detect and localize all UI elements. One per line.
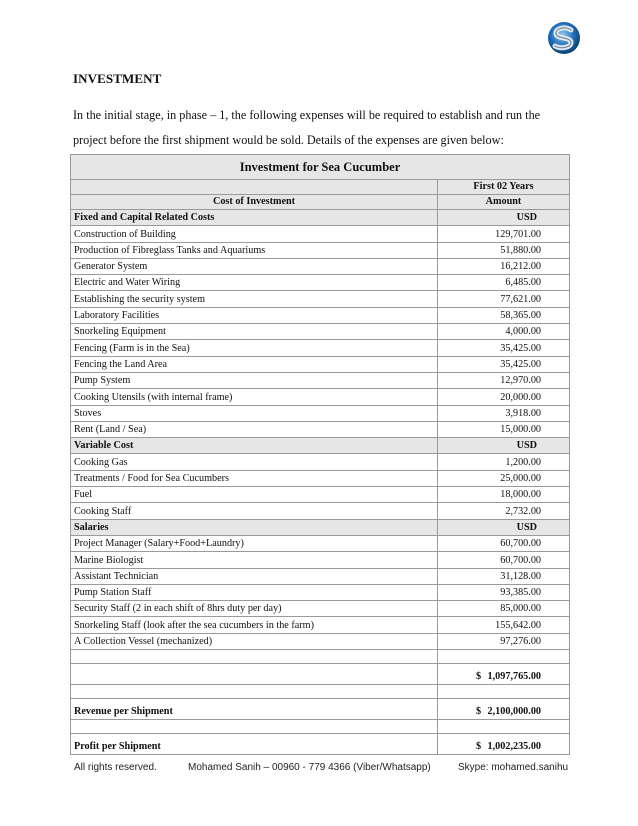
period-header: First 02 Years bbox=[438, 180, 570, 195]
item-amount: 51,880.00 bbox=[438, 242, 570, 258]
item-label: Pump Station Staff bbox=[71, 584, 438, 600]
item-amount: 1,200.00 bbox=[438, 454, 570, 470]
variable-cost-label: Variable Cost bbox=[71, 438, 438, 454]
fixed-cost-row bbox=[71, 405, 570, 421]
fixed-cost-row bbox=[71, 258, 570, 274]
profit-label: Profit per Shipment bbox=[71, 734, 438, 755]
total-amount: $ 1,097,765.00 bbox=[438, 664, 570, 685]
item-amount: 2,732.00 bbox=[438, 503, 570, 519]
revenue-amount: $ 2,100,000.00 bbox=[438, 699, 570, 720]
salaries-label: Salaries bbox=[71, 519, 438, 535]
currency-symbol: $ bbox=[476, 706, 482, 718]
variable-cost-unit: USD bbox=[438, 438, 570, 454]
item-label: Assistant Technician bbox=[71, 568, 438, 584]
item-amount: 85,000.00 bbox=[438, 601, 570, 617]
table-column-header-row bbox=[71, 195, 570, 210]
variable-cost-row bbox=[71, 470, 570, 486]
salary-row bbox=[71, 568, 570, 584]
amount-column-header: Amount bbox=[438, 195, 570, 210]
spacer-row bbox=[71, 720, 570, 734]
item-label: Pump System bbox=[71, 372, 438, 388]
fixed-costs-label: Fixed and Capital Related Costs bbox=[71, 210, 438, 226]
item-label: Marine Biologist bbox=[71, 552, 438, 568]
item-amount: 35,425.00 bbox=[438, 356, 570, 372]
item-label: Generator System bbox=[71, 258, 438, 274]
table-title: Investment for Sea Cucumber bbox=[71, 155, 570, 180]
item-label: Snorkeling Staff (look after the sea cucumbers in the farm) bbox=[71, 617, 438, 633]
salary-row bbox=[71, 584, 570, 600]
item-label: Construction of Building bbox=[71, 226, 438, 242]
fixed-cost-row bbox=[71, 291, 570, 307]
item-amount: 3,918.00 bbox=[438, 405, 570, 421]
section-heading: INVESTMENT bbox=[73, 71, 162, 86]
profit-amount: $ 1,002,235.00 bbox=[438, 734, 570, 755]
fixed-cost-row bbox=[71, 372, 570, 388]
item-amount: 31,128.00 bbox=[438, 568, 570, 584]
item-label: Stoves bbox=[71, 405, 438, 421]
item-amount: 58,365.00 bbox=[438, 307, 570, 323]
fixed-cost-row bbox=[71, 226, 570, 242]
fixed-cost-row bbox=[71, 307, 570, 323]
item-label: Project Manager (Salary+Food+Laundry) bbox=[71, 535, 438, 551]
variable-cost-section-row bbox=[71, 438, 570, 454]
footer-rights: All rights reserved. bbox=[74, 762, 157, 773]
spacer-row bbox=[71, 685, 570, 699]
item-label: Snorkeling Equipment bbox=[71, 324, 438, 340]
item-label: Fencing the Land Area bbox=[71, 356, 438, 372]
company-logo-icon bbox=[546, 20, 582, 56]
intro-paragraph: In the initial stage, in phase – 1, the following expenses will be required to establish and run the project before the first shipment would be sold. Details of the expenses are given below: bbox=[73, 108, 541, 147]
salary-row bbox=[71, 601, 570, 617]
fixed-cost-row bbox=[71, 275, 570, 291]
item-label: Production of Fibreglass Tanks and Aquariums bbox=[71, 242, 438, 258]
item-amount: 77,621.00 bbox=[438, 291, 570, 307]
item-label: Security Staff (2 in each shift of 8hrs duty per day) bbox=[71, 601, 438, 617]
item-label: Fuel bbox=[71, 487, 438, 503]
currency-symbol: $ bbox=[476, 671, 482, 683]
item-label: Rent (Land / Sea) bbox=[71, 421, 438, 437]
fixed-cost-row bbox=[71, 340, 570, 356]
profit-row bbox=[71, 734, 570, 755]
salary-row bbox=[71, 535, 570, 551]
table-title-row bbox=[71, 155, 570, 180]
item-amount: 4,000.00 bbox=[438, 324, 570, 340]
salary-row bbox=[71, 617, 570, 633]
item-amount: 12,970.00 bbox=[438, 372, 570, 388]
fixed-costs-unit: USD bbox=[438, 210, 570, 226]
variable-cost-row bbox=[71, 503, 570, 519]
fixed-cost-row bbox=[71, 324, 570, 340]
item-amount: 25,000.00 bbox=[438, 470, 570, 486]
item-amount: 16,212.00 bbox=[438, 258, 570, 274]
revenue-row bbox=[71, 699, 570, 720]
fixed-cost-row bbox=[71, 356, 570, 372]
fixed-cost-row bbox=[71, 389, 570, 405]
item-label: Cooking Utensils (with internal frame) bbox=[71, 389, 438, 405]
salary-row bbox=[71, 633, 570, 649]
item-amount: 93,385.00 bbox=[438, 584, 570, 600]
item-label: Establishing the security system bbox=[71, 291, 438, 307]
item-amount: 129,701.00 bbox=[438, 226, 570, 242]
item-amount: 60,700.00 bbox=[438, 552, 570, 568]
salaries-section-row bbox=[71, 519, 570, 535]
item-amount: 15,000.00 bbox=[438, 421, 570, 437]
variable-cost-row bbox=[71, 454, 570, 470]
item-label: Treatments / Food for Sea Cucumbers bbox=[71, 470, 438, 486]
revenue-label: Revenue per Shipment bbox=[71, 699, 438, 720]
salaries-unit: USD bbox=[438, 519, 570, 535]
item-amount: 155,642.00 bbox=[438, 617, 570, 633]
item-amount: 60,700.00 bbox=[438, 535, 570, 551]
item-amount: 18,000.00 bbox=[438, 487, 570, 503]
spacer-row bbox=[71, 650, 570, 664]
fixed-costs-section-row bbox=[71, 210, 570, 226]
item-label: A Collection Vessel (mechanized) bbox=[71, 633, 438, 649]
item-amount: 35,425.00 bbox=[438, 340, 570, 356]
item-label: Fencing (Farm is in the Sea) bbox=[71, 340, 438, 356]
cost-column-header: Cost of Investment bbox=[71, 195, 438, 210]
item-amount: 6,485.00 bbox=[438, 275, 570, 291]
item-label: Cooking Gas bbox=[71, 454, 438, 470]
variable-cost-row bbox=[71, 487, 570, 503]
footer-skype: Skype: mohamed.sanihu bbox=[458, 762, 569, 773]
item-amount: 20,000.00 bbox=[438, 389, 570, 405]
item-amount: 97,276.00 bbox=[438, 633, 570, 649]
item-label: Laboratory Facilities bbox=[71, 307, 438, 323]
currency-symbol: $ bbox=[476, 741, 482, 753]
footer-contact: Mohamed Sanih – 00960 - 779 4366 (Viber/Whatsapp) bbox=[188, 762, 431, 773]
item-label: Cooking Staff bbox=[71, 503, 438, 519]
salary-row bbox=[71, 552, 570, 568]
total-row bbox=[71, 664, 570, 685]
item-label: Electric and Water Wiring bbox=[71, 275, 438, 291]
investment-table bbox=[70, 154, 570, 755]
fixed-cost-row bbox=[71, 242, 570, 258]
fixed-cost-row bbox=[71, 421, 570, 437]
table-period-row bbox=[71, 180, 570, 195]
